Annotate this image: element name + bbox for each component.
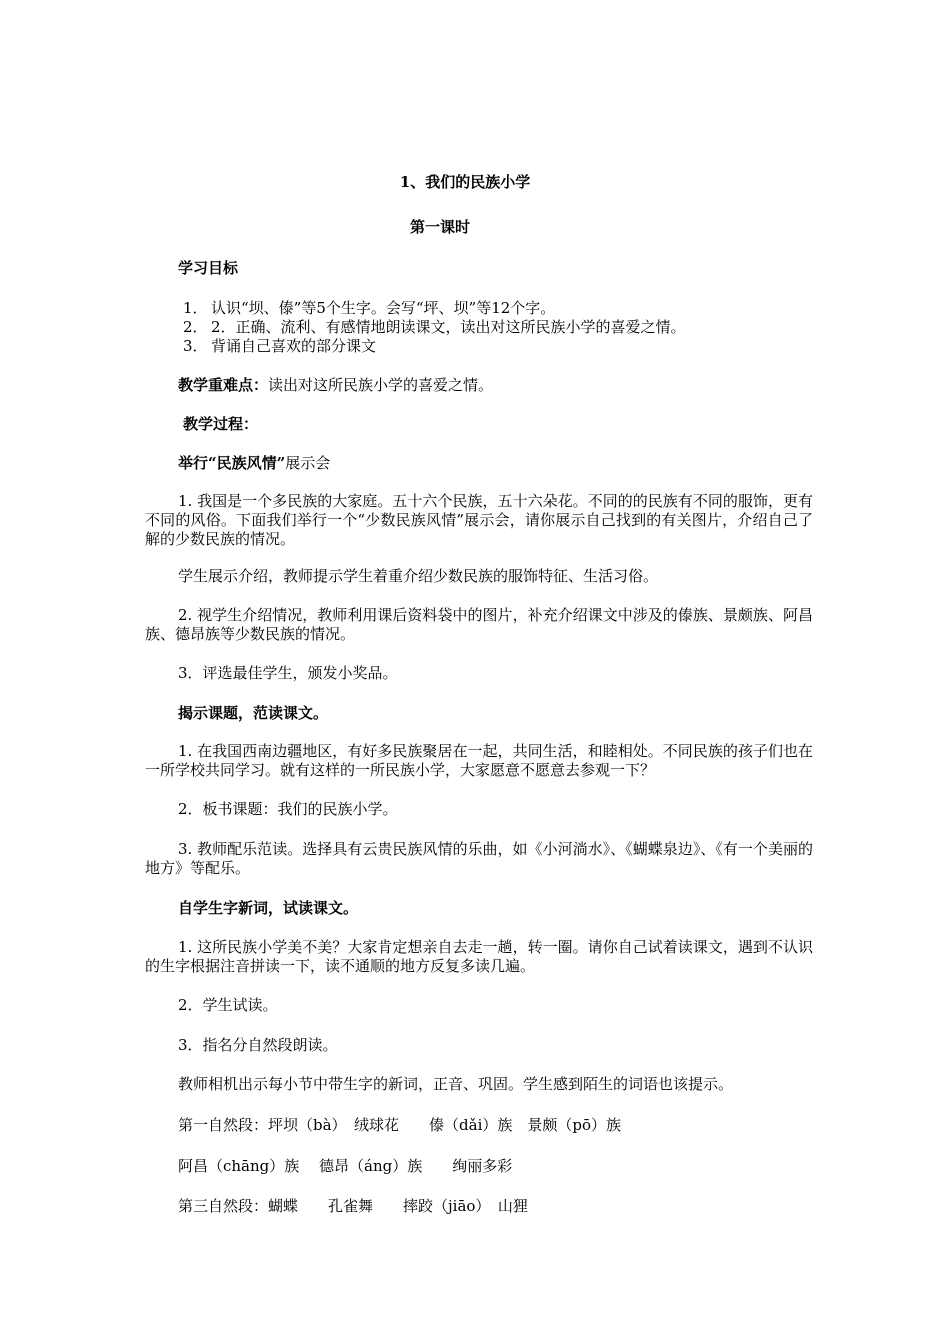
- vocab-line-1: 第一自然段：坪坝（bà） 绒球花 傣（dǎi）族 景颇（pō）族: [178, 1116, 622, 1134]
- key-point-label: 教学重难点：: [178, 376, 269, 394]
- section-1-heading-bold: 举行“民族风情”: [178, 454, 286, 472]
- section-2-paragraph-3: 3. 教师配乐范读。选择具有云贵民族风情的乐曲，如《小河淌水》、《蝴蝶泉边》、《有一个美丽的地方》等配乐。: [145, 840, 813, 877]
- section-3-paragraph-2: 2．学生试读。: [178, 996, 278, 1014]
- section-3-paragraph-3: 3．指名分自然段朗读。: [178, 1036, 338, 1054]
- objective-text: 认识“坝、傣”等5个生字。会写“坪、坝”等12个字。: [211, 299, 556, 317]
- vocab-line-3: 第三自然段：蝴蝶 孔雀舞 摔跤（jiāo） 山狸: [178, 1197, 528, 1215]
- section-1-paragraph-3: 2. 视学生介绍情况，教师利用课后资料袋中的图片，补充介绍课文中涉及的傣族、景颇族、阿昌族、德昂族等少数民族的情况。: [145, 606, 813, 643]
- vocab-line-2: 阿昌（chāng）族 德昂（áng）族 绚丽多彩: [178, 1157, 513, 1175]
- section-2-heading: 揭示课题，范读课文。: [178, 704, 329, 722]
- section-3-paragraph-1: 1. 这所民族小学美不美？大家肯定想亲自去走一趟，转一圈。请你自己试着读课文，遇到不认识的生字根据注音拼读一下，读不通顺的地方反复多读几遍。: [145, 938, 813, 975]
- objective-text: 2．正确、流利、有感情地朗读课文，读出对这所民族小学的喜爱之情。: [211, 318, 686, 336]
- key-point-text: 读出对这所民族小学的喜爱之情。: [268, 376, 494, 394]
- objective-item-1: [183, 298, 555, 318]
- section-1-paragraph-2: 学生展示介绍，教师提示学生着重介绍少数民族的服饰特征、生活习俗。: [178, 567, 659, 585]
- objectives-heading: 学习目标: [178, 259, 239, 277]
- section-1-paragraph-4: 3．评选最佳学生，颁发小奖品。: [178, 664, 398, 682]
- objective-item-3: [183, 336, 376, 356]
- section-1-paragraph-1: 1. 我国是一个多民族的大家庭。五十六个民族，五十六朵花。不同的的民族有不同的服饰，更有不同的风俗。下面我们举行一个“少数民族风情”展示会，请你展示自己找到的有关图片，介绍自己了解的少数民族的情况。: [145, 492, 813, 548]
- key-point-line: [178, 375, 493, 395]
- objective-number: 3．: [183, 337, 208, 355]
- objective-item-2: [183, 317, 686, 337]
- section-1-heading-normal: 展示会: [285, 454, 331, 472]
- section-1-heading: [178, 453, 330, 473]
- objective-text: 背诵自己喜欢的部分课文: [211, 337, 377, 355]
- lesson-subtitle: 第一课时: [409, 218, 470, 236]
- section-2-paragraph-1: 1. 在我国西南边疆地区，有好多民族聚居在一起，共同生活，和睦相处。不同民族的孩子们也在一所学校共同学习。就有这样的一所民族小学，大家愿意不愿意去参观一下？: [145, 742, 813, 779]
- document-title: 1、我们的民族小学: [399, 173, 531, 191]
- section-2-paragraph-2: 2．板书课题：我们的民族小学。: [178, 800, 398, 818]
- section-3-paragraph-4: 教师相机出示每小节中带生字的新词，正音、巩固。学生感到陌生的词语也该提示。: [178, 1075, 734, 1093]
- section-3-heading: 自学生字新词，试读课文。: [178, 899, 359, 917]
- objective-number: 2．: [183, 318, 208, 336]
- objective-number: 1．: [183, 299, 208, 317]
- process-heading: 教学过程：: [183, 415, 259, 433]
